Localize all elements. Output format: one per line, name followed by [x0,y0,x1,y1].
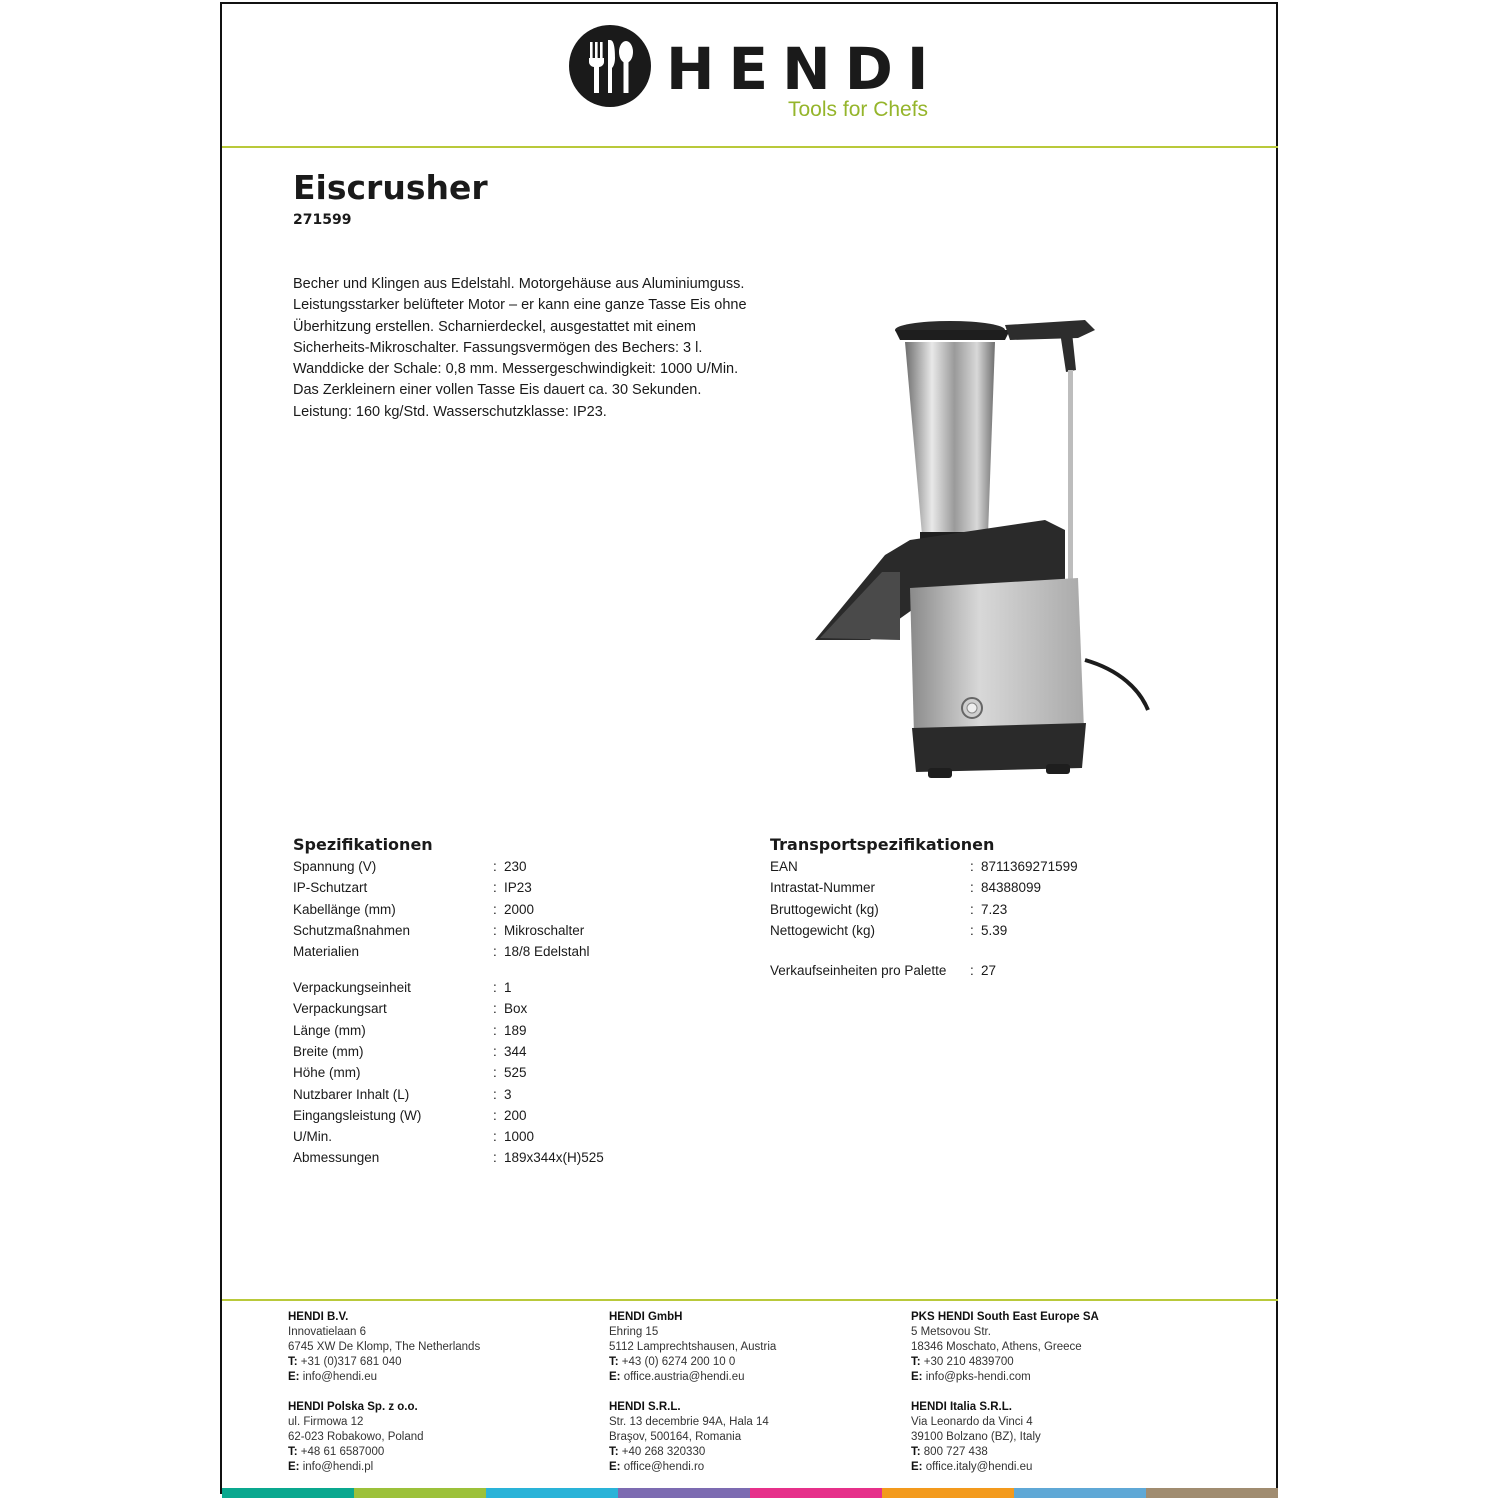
spec-row [293,1106,713,1126]
spec-row [293,1042,713,1062]
color-segment [222,1488,354,1498]
spec-value: 230 [504,859,527,874]
spec-value: Box [504,1001,528,1017]
spec-separator: : [493,1086,497,1102]
transport-value: 5.39 [981,922,1008,938]
spec-separator: : [493,922,497,938]
spec-separator: : [493,1107,497,1123]
transport-row [770,857,1190,877]
spec-value: 189 [504,1022,527,1038]
transport-value: 84388099 [981,880,1042,896]
spec-label: Länge (mm) [293,1022,366,1038]
spec-separator: : [493,1022,497,1038]
spec-separator: : [493,944,497,960]
spec-row [293,1085,713,1105]
phone: T: +43 (0) 6274 200 10 0 [609,1356,736,1368]
spec-row [293,921,713,941]
spec-row [293,942,713,962]
spec-label: IP-Schutzart [293,880,368,896]
spec-label: Eingangsleistung (W) [293,1107,422,1123]
spec-value: 344 [504,1043,527,1059]
email: E: office.italy@hendi.eu [911,1461,1033,1473]
address-block [609,1400,769,1475]
spec-separator: : [493,1150,497,1166]
transport-row [770,878,1190,898]
spec-label: U/Min. [293,1129,333,1145]
spec-value: 1000 [504,1129,535,1145]
address-line: Via Leonardo da Vinci 4 [911,1416,1033,1428]
spec-value: 2000 [504,901,535,917]
address-block [288,1310,480,1385]
spec-separator: : [493,980,497,995]
email: E: info@hendi.pl [288,1461,374,1473]
spec-value: 1 [504,980,512,995]
email: E: info@hendi.eu [288,1371,378,1383]
transport-value: 7.23 [981,901,1008,917]
brand-name: HENDI [666,35,943,103]
fork-knife-spoon-icon [568,24,652,108]
product-title: Eiscrusher [293,168,488,207]
address-block [609,1310,776,1385]
header-divider [222,146,1278,148]
phone: T: 800 727 438 [911,1446,988,1458]
transport-row [770,961,1190,981]
spec-row [293,1127,713,1147]
company-name: PKS HENDI South East Europe SA [911,1311,1099,1323]
address-line: 5 Metsovou Str. [911,1326,991,1338]
spec-label: Nutzbarer Inhalt (L) [293,1086,410,1102]
address-block [911,1310,1099,1385]
spec-label: Verpackungseinheit [293,980,411,995]
spec-row [293,878,713,898]
spec-separator: : [493,901,497,917]
spec-value: 200 [504,1107,527,1123]
spec-separator: : [493,1001,497,1017]
address-line: 18346 Moschato, Athens, Greece [911,1341,1082,1353]
transport-separator: : [970,922,974,938]
address-block [911,1400,1041,1475]
transport-separator: : [970,963,974,978]
address-line: Innovatielaan 6 [288,1326,367,1338]
product-image [810,310,1155,800]
footer-color-bar [222,1488,1278,1498]
transport-value: 8711369271599 [981,859,1078,874]
company-name: HENDI Polska Sp. z o.o. [288,1401,418,1413]
address-line: 39100 Bolzano (BZ), Italy [911,1431,1041,1443]
address-line: 62-023 Robakowo, Poland [288,1431,424,1443]
spec-row [293,857,713,877]
spec-value: 525 [504,1065,527,1081]
color-segment [750,1488,882,1498]
transport-label: Nettogewicht (kg) [770,922,876,938]
address-line: Str. 13 decembrie 94A, Hala 14 [609,1416,769,1428]
spec-separator: : [493,880,497,896]
color-segment [354,1488,486,1498]
spec-row [293,978,713,998]
color-segment [882,1488,1014,1498]
transport-row [770,921,1190,941]
spec-separator: : [493,1043,497,1059]
spec-value: 189x344x(H)525 [504,1150,604,1166]
spec-row [293,1148,713,1168]
transport-label: Intrastat-Nummer [770,880,876,896]
spec-row [293,999,713,1019]
company-name: HENDI B.V. [288,1311,349,1323]
color-segment [618,1488,750,1498]
footer-divider [222,1299,1278,1301]
phone: T: +40 268 320330 [609,1446,706,1458]
transport-row [770,900,1190,920]
spec-separator: : [493,859,497,874]
brand-tagline: Tools for Chefs [788,98,929,121]
spec-label: Breite (mm) [293,1043,364,1059]
phone: T: +48 61 6587000 [288,1446,385,1458]
transport-title: Transportspezifikationen [770,835,995,854]
transport-separator: : [970,901,974,917]
spec-label: Schutzmaßnahmen [293,922,411,938]
spec-label: Materialien [293,944,360,960]
address-line: Braşov, 500164, Romania [609,1431,742,1443]
address-block [288,1400,424,1475]
spec-label: Abmessungen [293,1150,380,1166]
specs-title: Spezifikationen [293,835,433,854]
spec-separator: : [493,1065,497,1081]
spec-label: Spannung (V) [293,859,377,874]
transport-separator: : [970,859,974,874]
address-line: Ehring 15 [609,1326,659,1338]
spec-value: IP23 [504,880,532,896]
color-segment [1014,1488,1146,1498]
spec-row [293,1063,713,1083]
address-line: ul. Firmowa 12 [288,1416,364,1428]
phone: T: +31 (0)317 681 040 [288,1356,402,1368]
spec-label: Höhe (mm) [293,1065,361,1081]
hendi-logo [568,24,943,134]
phone: T: +30 210 4839700 [911,1356,1014,1368]
transport-label: Verkaufseinheiten pro Palette [770,963,947,978]
product-code: 271599 [293,212,352,228]
spec-row [293,900,713,920]
address-line: 6745 XW De Klomp, The Netherlands [288,1341,481,1353]
email: E: office.austria@hendi.eu [609,1371,745,1383]
company-name: HENDI S.R.L. [609,1401,681,1413]
company-name: HENDI GmbH [609,1311,683,1323]
spec-label: Verpackungsart [293,1001,387,1017]
transport-separator: : [970,880,974,896]
spec-value: 18/8 Edelstahl [504,944,590,960]
email: E: info@pks-hendi.com [911,1371,1031,1383]
transport-label: EAN [770,859,798,874]
spec-label: Kabellänge (mm) [293,901,396,917]
address-line: 5112 Lamprechtshausen, Austria [609,1341,777,1353]
email: E: office@hendi.ro [609,1461,705,1473]
product-description: Becher und Klingen aus Edelstahl. Motorgehäuse aus Aluminiumguss. Leistungsstarker belüfteter Motor – er kann eine ganze Tasse Eis ohne Überhitzung erstellen. Scharnierdeckel, ausgestattet mit einem Sicherheits-Mikroschalter. Fassungsvermögen des Bechers: 3 l. Wanddicke der Schale: 0,8 mm. Messergeschwindigkeit: 1000 U/Min. Das Zerkleinern einer vollen Tasse Eis dauert ca. 30 Sekunden. Leistung: 160 kg/Std. Wasserschutzklasse: IP23. [293,276,747,420]
transport-value: 27 [981,963,997,978]
color-segment [486,1488,618,1498]
spec-value: Mikroschalter [504,922,585,938]
spec-row [293,1021,713,1041]
color-segment [1146,1488,1278,1498]
transport-label: Bruttogewicht (kg) [770,901,879,917]
company-name: HENDI Italia S.R.L. [911,1401,1012,1413]
spec-value: 3 [504,1086,512,1102]
spec-separator: : [493,1129,497,1145]
